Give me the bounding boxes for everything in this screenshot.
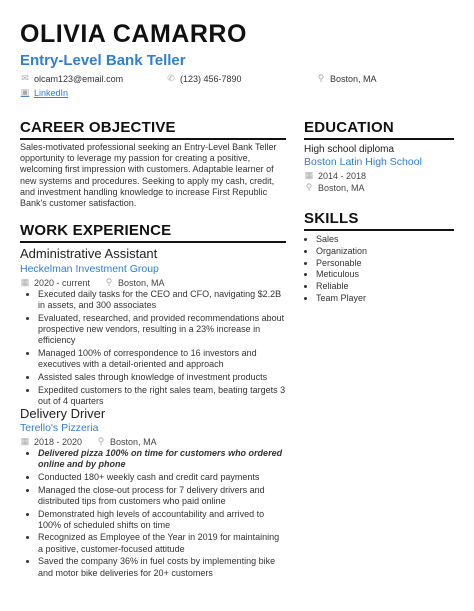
job-dates: 2018 - 2020 <box>34 436 83 447</box>
education-dates-row <box>304 170 366 181</box>
company-name: Terello's Pizzeria <box>20 422 99 434</box>
work-experience-heading: WORK EXPERIENCE <box>20 222 172 239</box>
linkedin-icon: ▣ <box>20 87 30 97</box>
list-item: • Sales <box>316 234 367 246</box>
location-pin-icon: ⚲ <box>105 277 113 287</box>
career-objective-heading: CAREER OBJECTIVE <box>20 119 176 136</box>
career-objective-divider <box>20 138 286 140</box>
list-item: • Organization <box>316 246 367 258</box>
job-title: Administrative Assistant <box>20 246 158 261</box>
job-title-headline: Entry-Level Bank Teller <box>20 52 186 69</box>
contact-phone[interactable] <box>166 73 242 84</box>
list-item <box>38 313 286 347</box>
list-item: • Reliable <box>316 281 367 293</box>
list-item: • Delivered pizza 100% on time for customers who ordered online and by phone <box>38 448 286 470</box>
education-dates: 2014 - 2018 <box>318 170 367 181</box>
job-bullets <box>20 448 286 580</box>
education-divider <box>304 138 454 140</box>
calendar-icon: ▦ <box>20 277 30 287</box>
list-item: • Recognized as Employee of the Year in 2019 for maintaining a positive, customer-focused attitude <box>38 532 286 554</box>
location-pin-icon: ⚲ <box>97 436 105 446</box>
phone-icon: ✆ <box>167 73 175 83</box>
linkedin-text[interactable]: LinkedIn <box>34 87 69 98</box>
calendar-icon: ▦ <box>304 170 314 180</box>
job-dates: 2020 - current <box>34 277 91 288</box>
job-title: Delivery Driver <box>20 406 106 421</box>
list-item: • Personable <box>316 258 367 270</box>
education-location-row <box>304 182 365 193</box>
career-objective-text: Sales-motivated professional seeking an Entry-Level Bank Teller opportunity to leverage my passion for creating a positive, welcoming first impression with customers. Adaptable learner of new systems and procedures. Seeking to apply my cash, credit, and investment handling knowledge to increase First Republic Bank's customer satisfaction. <box>20 142 277 209</box>
list-item: • Managed 100% of correspondence to 16 investors and executives with a detail-oriented and approach <box>38 348 286 370</box>
work-experience-divider <box>20 241 286 243</box>
education-degree: High school diploma <box>304 144 395 155</box>
location-pin-icon: ⚲ <box>317 73 325 83</box>
phone-text: (123) 456-7890 <box>180 73 242 84</box>
job-location: Boston, MA <box>118 277 165 288</box>
envelope-icon: ✉ <box>21 73 29 83</box>
list-item: • Expedited customers to the right sales team, beating targets 3 out of 4 quarters <box>38 385 286 407</box>
email-text: olcam123@email.com <box>34 73 124 84</box>
education-school: Boston Latin High School <box>304 156 422 168</box>
list-item: • Saved the company 36% in fuel costs by implementing bike and motor bike deliveries for 20+ customers <box>38 556 286 578</box>
skills-divider <box>304 229 454 231</box>
list-item: • Conducted 180+ weekly cash and credit card payments <box>38 472 286 483</box>
skills-heading: SKILLS <box>304 210 359 227</box>
job-meta <box>20 277 179 288</box>
skills-list <box>304 234 367 305</box>
calendar-icon: ▦ <box>20 436 30 446</box>
location-pin-icon: ⚲ <box>305 182 313 192</box>
job-bullets <box>20 289 286 409</box>
list-item: • Managed the close-out process for 7 delivery drivers and distributed tips from customers who paid online <box>38 485 286 507</box>
list-item: • Assisted sales through knowledge of investment products <box>38 372 286 383</box>
list-item: • Meticulous <box>316 269 367 281</box>
education-location: Boston, MA <box>318 182 365 193</box>
list-item: • Demonstrated high levels of accountability and arrived to 100% of scheduled shifts on time <box>38 509 286 531</box>
bullet-text: Evaluated, researched, and provided recommendations about prospective new vendors, resulting in a 23% increase in efficiency <box>38 312 285 346</box>
job-location: Boston, MA <box>110 436 157 447</box>
linkedin-link[interactable] <box>20 87 68 98</box>
list-item: • Team Player <box>316 293 367 305</box>
candidate-name: OLIVIA CAMARRO <box>20 20 247 48</box>
company-name: Heckelman Investment Group <box>20 263 159 275</box>
education-heading: EDUCATION <box>304 119 394 136</box>
job-meta <box>20 436 171 447</box>
contact-email[interactable] <box>20 73 123 84</box>
contact-location <box>316 73 377 84</box>
list-item: • Executed daily tasks for the CEO and CFO, navigating $2.2B in assets, and 300 associates <box>38 289 286 311</box>
location-text: Boston, MA <box>330 73 377 84</box>
